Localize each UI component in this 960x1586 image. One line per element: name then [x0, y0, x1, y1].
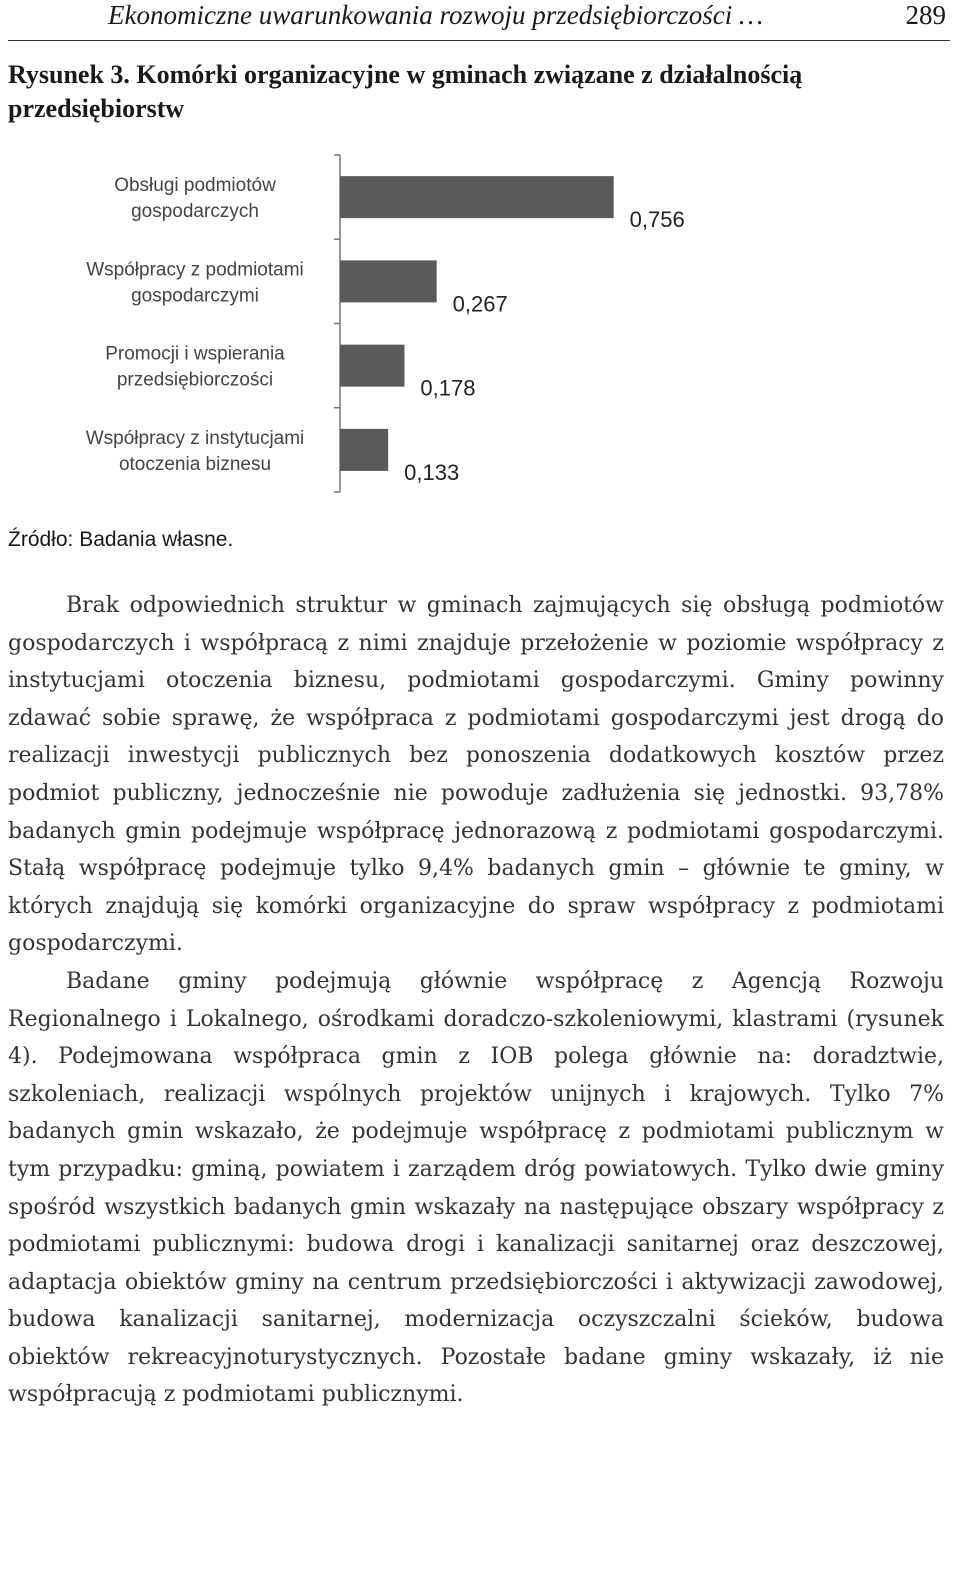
data-label: 0,756	[629, 207, 685, 233]
figure-source: Źródło: Badania własne.	[8, 528, 234, 551]
bar	[340, 260, 437, 302]
running-header	[8, 0, 950, 41]
bar	[340, 345, 404, 387]
category-label: Promocji i wspierania przedsiębiorczości	[105, 343, 285, 391]
data-label: 0,178	[420, 375, 476, 401]
horizontal-bar-chart	[0, 150, 960, 510]
paragraph: Badane gminy podejmują głównie współpracę z Agencją Rozwoju Regionalnego i Lokalnego, ośrodkami doradczo-szkoleniowymi, klastrami (rysunek 4). Podejmowana współpraca gmin z IOB polega głównie na: doradztwie, szkoleniach, realizacji wspólnych projektów unijnych i krajowych. Tylko 7% badanych gmin wskazało, że podejmuje współpracę z podmiotami publicznym w tym przypadku: gminą, powiatem i zarządem dróg powiatowych. Tylko dwie gminy spośród wszystkich badanych gmin wskazały na następujące obszary współpracy z podmiotami publicznymi: budowa drogi i kanalizacji sanitarnej oraz deszczowej, adaptacja obiektów gminy na centrum przedsiębiorczości i aktywizacji zawodowej, budowa kanalizacji sanitarnej, modernizacja oczyszczalni ścieków, budowa obiektów rekreacyjnoturystycznych. Pozostałe badane gminy wskazały, iż nie współpracują z podmiotami publicznymi.	[8, 968, 944, 1408]
page-number: 289	[905, 0, 946, 30]
paragraph: Brak odpowiednich struktur w gminach zajmujących się obsługą podmiotów gospodarczych i współpracą z nimi znajduje przełożenie w poziomie współpracy z instytucjami otoczenia biznesu, podmiotami gospodarczymi. Gminy powinny zdawać sobie sprawę, że współpraca z podmiotami gospodarczymi jest drogą do realizacji inwestycji publicznych bez ponoszenia dodatkowych kosztów przez podmiot publiczny, jednocześnie nie powoduje zadłużenia się jednostki. 93,78% badanych gmin podejmuje współpracę jednorazową z podmiotami gospodarczymi. Stałą współpracę podejmuje tylko 9,4% badanych gmin – głównie te gminy, w których znajdują się komórki organizacyjne do spraw współpracy z podmiotami gospodarczymi.	[8, 593, 944, 957]
figure-caption: Rysunek 3. Komórki organizacyjne w gminach związane z działalnością przedsiębiorstw	[8, 60, 803, 123]
category-label: Współpracy z podmiotami gospodarczymi	[86, 259, 304, 307]
running-title: Ekonomiczne uwarunkowania rozwoju przedsiębiorczości …	[108, 0, 763, 30]
category-label: Współpracy z instytucjami otoczenia biznesu	[85, 427, 305, 475]
data-label: 0,133	[404, 459, 460, 485]
category-label: Obsługi podmiotów gospodarczych	[114, 175, 276, 223]
bar	[340, 176, 614, 218]
bar	[340, 429, 388, 471]
body-text	[8, 587, 944, 1414]
data-label: 0,267	[452, 291, 508, 317]
